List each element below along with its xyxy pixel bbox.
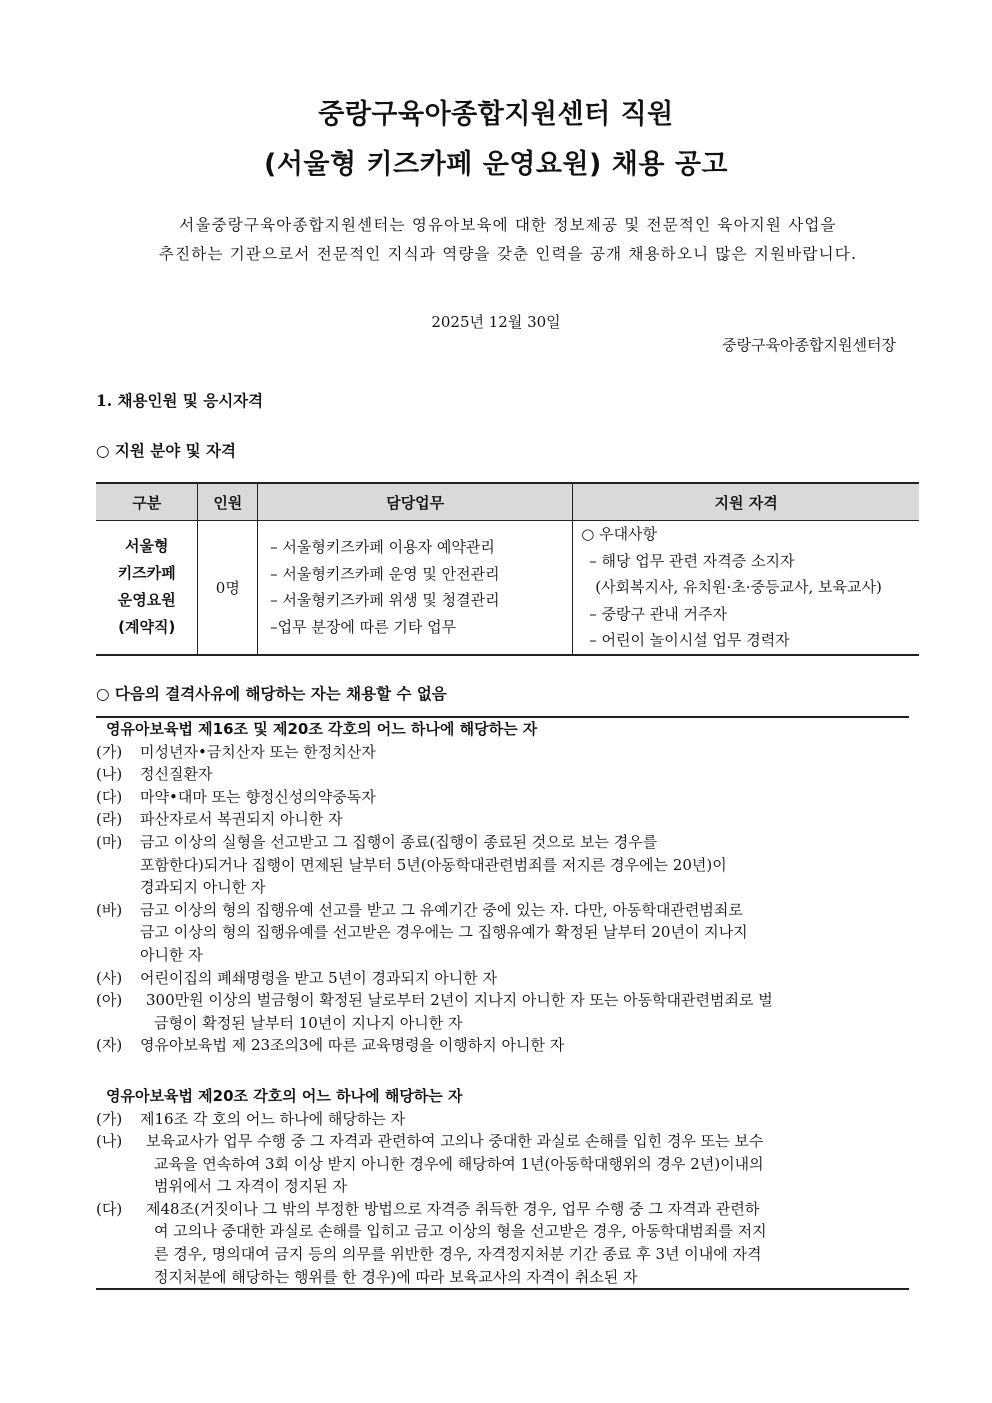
item-label: (사): [96, 968, 123, 987]
qualification-item: – 해당 업무 관련 자격증 소지자: [589, 551, 795, 570]
spacer: [96, 1057, 909, 1085]
list-item: [96, 831, 909, 854]
item-label: (나): [96, 1132, 123, 1151]
item-continuation: 교육을 연속하여 3회 이상 받지 아니한 경우에 해당하여 1년(아동학대행위의 경우 2년)이내의: [154, 1154, 764, 1173]
duties-cell: [258, 521, 573, 655]
disqualification-heading-2: 영유아보육법 제20조 각호의 어느 하나에 해당하는 자: [106, 1086, 463, 1105]
subsection-heading-field: ○ 지원 분야 및 자격: [96, 441, 236, 460]
intro-paragraph-line2: 추진하는 기관으로서 전문적인 지식과 역량을 갖춘 인력을 공개 채용하오니 많은 지원바랍니다.: [158, 245, 858, 263]
list-item: [96, 989, 909, 1012]
list-item: [96, 967, 909, 990]
item-label: (바): [96, 900, 123, 919]
list-item: [96, 808, 909, 831]
category-cell: [96, 521, 198, 655]
item-label: (가): [96, 742, 123, 761]
qualifications-cell: [573, 521, 919, 655]
header-duties: 담당업무: [258, 483, 573, 521]
disqualification-heading-1: 영유아보육법 제16조 및 제20조 각호의 어느 하나에 해당하는 자: [106, 720, 538, 738]
document-title-line1: 중랑구육아종합지원센터 직원: [318, 99, 674, 130]
item-label: (나): [96, 765, 123, 784]
intro-paragraph-line1: 서울중랑구육아종합지원센터는 영유아보육에 대한 정보제공 및 전문적인 육아지원 사업을: [179, 216, 837, 234]
table-row: [96, 521, 919, 655]
position-table: [96, 482, 919, 656]
list-item: [96, 1108, 909, 1131]
category-line: 서울형: [124, 537, 169, 556]
table-header-row: [96, 483, 919, 521]
subsection-heading-disqualification: ○ 다음의 결격사유에 해당하는 자는 채용할 수 없음: [96, 684, 447, 703]
item-label: (마): [96, 832, 123, 851]
item-text: 금고 이상의 실형을 선고받고 그 집행이 종료(집행이 종료된 것으로 보는 경우를: [140, 832, 658, 851]
duty-item: – 서울형키즈카페 이용자 예약관리: [270, 538, 495, 557]
document-title-line2: (서울형 키즈카페 운영요원) 채용 공고: [263, 149, 728, 180]
item-text: 금고 이상의 형의 집행유예 선고를 받고 그 유예기간 중에 있는 자. 다만, 아동학대관련범죄로: [140, 900, 743, 919]
item-text: 파산자로서 복권되지 아니한 자: [140, 810, 343, 829]
signer-name: 중랑구육아종합지원센터장: [722, 336, 896, 354]
item-continuation: 아니한 자: [140, 945, 203, 964]
qualification-item: (사회복지사, 유치원·초·중등교사, 보육교사): [595, 578, 882, 596]
item-label: (자): [96, 1036, 123, 1055]
item-text: 제48조(거짓이나 그 밖의 부정한 방법으로 자격증 취득한 경우, 업무 수행 중 그 자격과 관련하: [146, 1199, 760, 1218]
item-label: (라): [96, 810, 123, 829]
item-label: (가): [96, 1109, 123, 1128]
list-item: [96, 763, 909, 786]
item-text: 보육교사가 업무 수행 중 그 자격과 관련하여 고의나 중대한 과실로 손해를 입힌 경우 또는 보수: [146, 1132, 764, 1151]
item-text: 어린이집의 폐쇄명령을 받고 5년이 경과되지 아니한 자: [140, 968, 497, 987]
item-continuation: 정지처분에 해당하는 행위를 한 경우)에 따라 보육교사의 자격이 취소된 자: [154, 1267, 638, 1286]
item-continuation: 금형이 확정된 날부터 10년이 지나지 아니한 자: [154, 1013, 463, 1032]
item-label: (다): [96, 787, 123, 806]
item-continuation: 금고 이상의 형의 집행유예를 선고받은 경우에는 그 집행유예가 확정된 날부터 20년이 지나지: [140, 923, 748, 942]
header-qualifications: 지원 자격: [573, 483, 919, 521]
list-item: [96, 1130, 909, 1153]
section-heading-recruitment: 1. 채용인원 및 응시자격: [96, 391, 264, 410]
header-count: 인원: [198, 483, 258, 521]
category-line: 키즈카페: [117, 564, 176, 583]
item-continuation: 포함한다)되거나 집행이 면제된 날부터 5년(아동학대관련범죄를 저지른 경우에는 20년)이: [140, 855, 727, 874]
item-label: (아): [96, 991, 123, 1010]
list-item: [96, 741, 909, 764]
item-text: 미성년자•금치산자 또는 한정치산자: [140, 742, 376, 761]
list-item: [96, 1034, 909, 1057]
item-continuation: 여 고의나 중대한 과실로 손해를 입히고 금고 이상의 형을 선고받은 경우, 아동학대범죄를 저지: [154, 1222, 767, 1241]
qualification-item: ○ 우대사항: [581, 525, 658, 543]
qualification-item: – 어린이 놀이시설 업무 경력자: [589, 631, 790, 649]
disqualification-box: [96, 716, 909, 1290]
count-cell: 0명: [198, 521, 258, 655]
item-text: 300만원 이상의 벌금형이 확정된 날로부터 2년이 지나지 아니한 자 또는 아동학대관련범죄로 벌: [146, 991, 773, 1010]
item-text: 마약•대마 또는 향정신성의약중독자: [140, 787, 376, 806]
item-continuation: 범위에서 그 자격이 정지된 자: [154, 1177, 347, 1196]
item-label: (다): [96, 1199, 123, 1218]
list-item: [96, 899, 909, 922]
duty-item: – 서울형키즈카페 운영 및 안전관리: [270, 564, 500, 583]
item-text: 정신질환자: [140, 765, 213, 784]
list-item: [96, 786, 909, 809]
header-category: 구분: [96, 483, 198, 521]
item-text: 제16조 각 호의 어느 하나에 해당하는 자: [140, 1109, 406, 1128]
item-text: 영유아보육법 제 23조의3에 따른 교육명령을 이행하지 아니한 자: [140, 1036, 565, 1055]
announcement-date: 2025년 12월 30일: [431, 313, 561, 331]
duty-item: –업무 분장에 따른 기타 업무: [270, 617, 457, 636]
item-continuation: 경과되지 아니한 자: [140, 878, 266, 897]
list-item: [96, 1198, 909, 1221]
category-line: 운영요원: [117, 591, 176, 610]
category-line: (계약직): [118, 618, 176, 637]
duty-item: – 서울형키즈카페 위생 및 청결관리: [270, 591, 500, 610]
qualification-item: – 중랑구 관내 거주자: [589, 604, 727, 623]
item-continuation: 른 경우, 명의대여 금지 등의 의무를 위반한 경우, 자격정지처분 기간 종료 후 3년 이내에 자격: [154, 1245, 762, 1264]
